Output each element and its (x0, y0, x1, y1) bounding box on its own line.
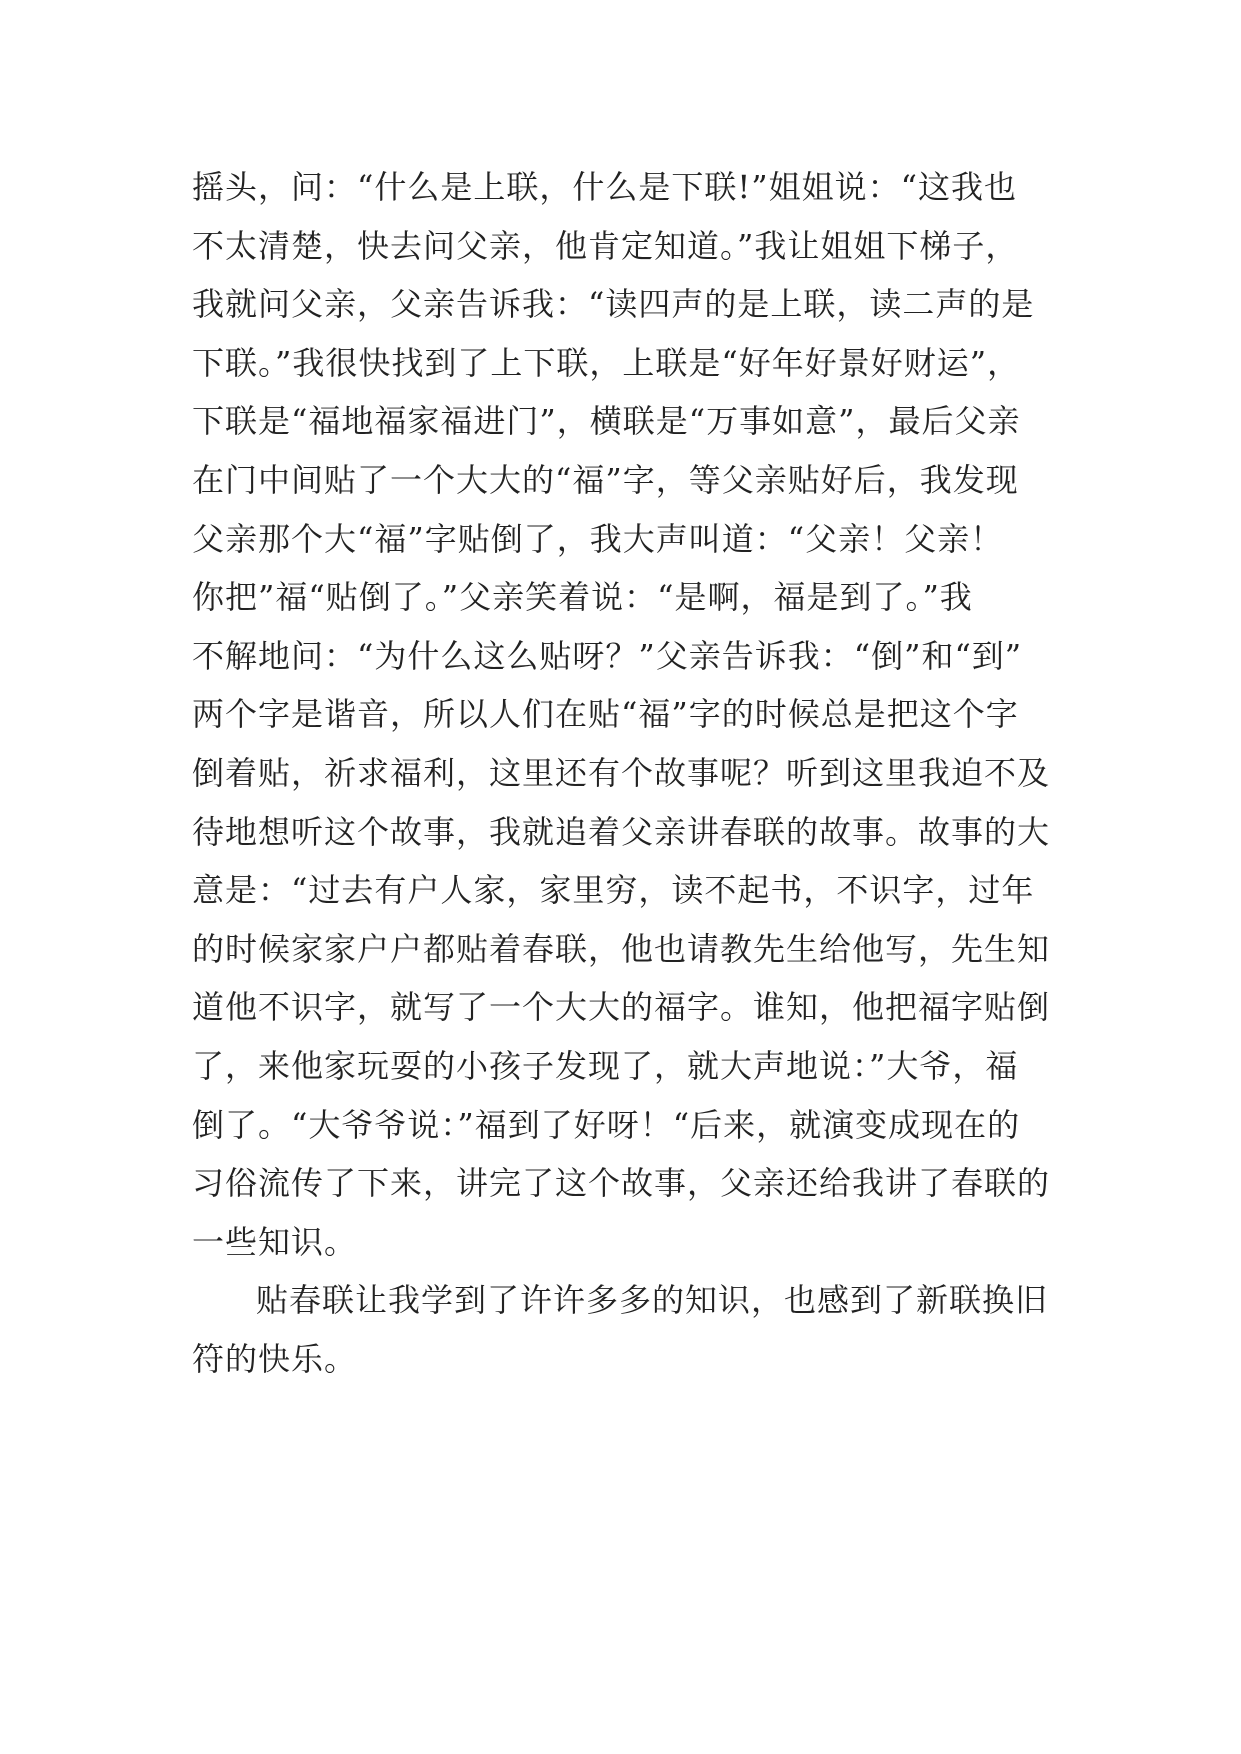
paragraph-conclusion (192, 1271, 1062, 1388)
paragraph-story (192, 158, 1062, 1271)
text-line: 待地想听这个故事，我就追着父亲讲春联的故事。故事的大 (192, 812, 1051, 851)
text-line: 道他不识字，就写了一个大大的福字。谁知，他把福字贴倒 (192, 988, 1051, 1027)
text-line: 两个字是谐音，所以人们在贴“福”字的时候总是把这个字 (192, 695, 1019, 734)
text-line: 父亲那个大“福”字贴倒了，我大声叫道：“父亲！父亲！ (192, 519, 1004, 558)
text-line: 不太清楚，快去问父亲，他肯定知道。”我让姐姐下梯子， (192, 226, 1019, 265)
text-line: 意是：“过去有户人家，家里穷，读不起书，不识字，过年 (192, 871, 1035, 910)
text-line: 了，来他家玩耍的小孩子发现了，就大声地说：”大爷，福 (192, 1046, 1019, 1085)
text-line: 下联是“福地福家福进门”，横联是“万事如意”，最后父亲 (192, 402, 1021, 441)
text-line: 在门中间贴了一个大大的“福”字，等父亲贴好后，我发现 (192, 460, 1019, 499)
text-line: 我就问父亲，父亲告诉我：“读四声的是上联，读二声的是 (192, 285, 1035, 324)
text-line: 下联。”我很快找到了上下联，上联是“好年好景好财运”， (192, 343, 1021, 382)
text-line: 习俗流传了下来，讲完了这个故事，父亲还给我讲了春联的 (192, 1164, 1051, 1203)
text-line: 你把”福“贴倒了。”父亲笑着说：“是啊，福是到了。”我 (192, 578, 973, 617)
text-line: 贴春联让我学到了许许多多的知识，也感到了新联换旧 (256, 1281, 1049, 1320)
text-line: 倒着贴，祈求福利，这里还有个故事呢？听到这里我迫不及 (192, 753, 1051, 792)
text-line: 倒了。“大爷爷说：”福到了好呀！“后来，就演变成现在的 (192, 1105, 1021, 1144)
text-line: 的时候家家户户都贴着春联，他也请教先生给他写，先生知 (192, 929, 1051, 968)
text-line: 不解地问：“为什么这么贴呀？”父亲告诉我：“倒”和“到” (192, 636, 1023, 675)
text-line: 符的快乐。 (192, 1339, 358, 1378)
essay-body (192, 158, 1062, 1388)
text-line: 摇头，问：“什么是上联，什么是下联!”姐姐说：“这我也 (192, 168, 1017, 206)
text-line: 一些知识。 (192, 1222, 358, 1261)
